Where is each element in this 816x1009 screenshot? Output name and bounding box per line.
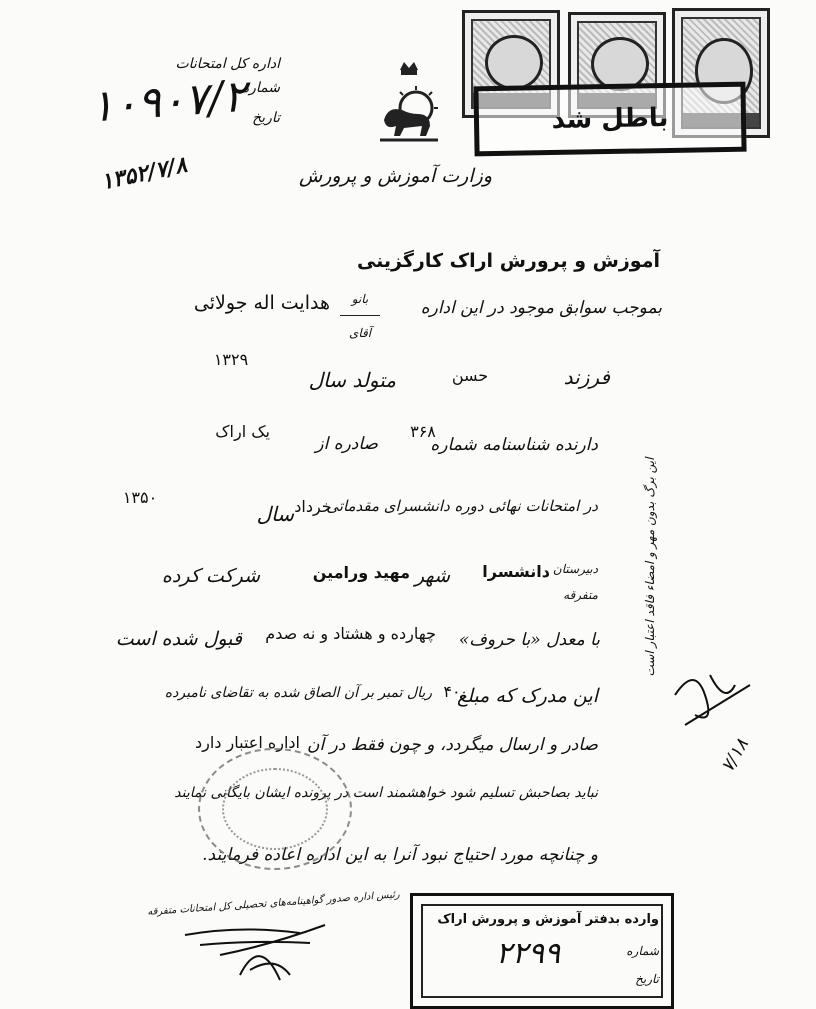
school-name: دانشسرا	[482, 562, 550, 581]
applicant-name: هدایت اله جولائی	[193, 292, 330, 314]
number-value: ۱۰۹۰۷/۲	[88, 70, 249, 133]
registration-date-label: تاریخ	[635, 972, 659, 986]
ministry-title: وزارت آموزش و پرورش	[299, 165, 492, 187]
fee-rest: ریال تمبر بر آن الصاق شده به تقاضای نامبرده	[164, 685, 432, 701]
round-seal	[198, 748, 352, 870]
issued-label: صادره از	[315, 434, 378, 454]
exam-label: در امتحانات نهائی دوره دانشسرای مقدماتی	[326, 497, 598, 515]
date-value: ۱۳۵۲/۷/۸	[98, 151, 190, 196]
line9: نباید بصاحبش تسلیم شود خواهشمند است در پرونده ایشان بایگانی نمایند	[174, 785, 598, 801]
office-label: اداره کل امتحانات	[175, 56, 280, 72]
line1-prefix: بموجب سوابق موجود در این اداره	[420, 298, 662, 318]
signer-title: رئیس اداره صدور گواهینامه‌های تحصیلی کل امتحانات متفرقه	[146, 889, 401, 918]
fee-text: این مدرک که مبلغ	[456, 685, 598, 707]
average-label: با معدل «با حروف»	[458, 630, 600, 650]
accepted-label: قبول شده است	[115, 628, 242, 650]
child-of-label: فرزند	[563, 365, 610, 389]
registration-number: ۲۲۹۹	[495, 936, 561, 971]
issued-place: یک اراک	[215, 422, 270, 441]
id-label: دارنده شناسنامه شماره	[430, 435, 598, 455]
registration-stamp	[410, 893, 674, 1009]
line8: صادر و ارسال میگردد، و چون فقط در آن	[306, 735, 598, 755]
signature	[180, 915, 330, 985]
average-value: چهارده و هشتاد و نه صدم	[265, 624, 436, 643]
gender-divider	[340, 315, 380, 316]
fee-amount: ۴۰	[443, 682, 461, 701]
registration-title: وارده بدفتر آموزش و پرورش اراک	[437, 912, 659, 927]
exam-year: ۱۳۵۰	[122, 488, 158, 507]
scattered-label: متفرقه	[563, 588, 598, 602]
gender-option-1: بانو	[351, 292, 369, 306]
city-label: شهر	[414, 565, 450, 587]
born-label: متولد سال	[308, 368, 396, 392]
number-label: شماره	[241, 80, 280, 96]
birth-year: ۱۳۲۹	[213, 350, 249, 369]
side-signature-date: ۷/۱۸	[717, 735, 753, 776]
line8-end: اداره اعتبار دارد	[195, 733, 300, 752]
line10: و چنانچه مورد احتیاج نبود آنرا به این اداره اعاده فرمایند.	[202, 845, 598, 865]
id-number: ۳۶۸	[410, 422, 436, 441]
registration-number-label: شماره	[626, 944, 659, 958]
lion-sun-emblem-icon	[374, 60, 444, 144]
school-label: دبیرستان	[552, 562, 598, 576]
gender-option-2: آقای	[348, 326, 372, 340]
recipient: آموزش و پرورش اراک کارگزینی	[356, 250, 660, 272]
participated-label: شرکت کرده	[161, 565, 260, 587]
margin-note: این برگ بدون مهر و امضاء فاقد اعتبار است	[643, 457, 657, 677]
exam-month: خرداد	[294, 497, 332, 516]
year-label: سال	[256, 502, 294, 526]
date-label: تاریخ	[252, 110, 280, 126]
city-name: مهید ورامین	[312, 563, 410, 582]
cancel-stamp: باطل شد	[473, 82, 746, 157]
father-name: حسن	[451, 366, 489, 385]
